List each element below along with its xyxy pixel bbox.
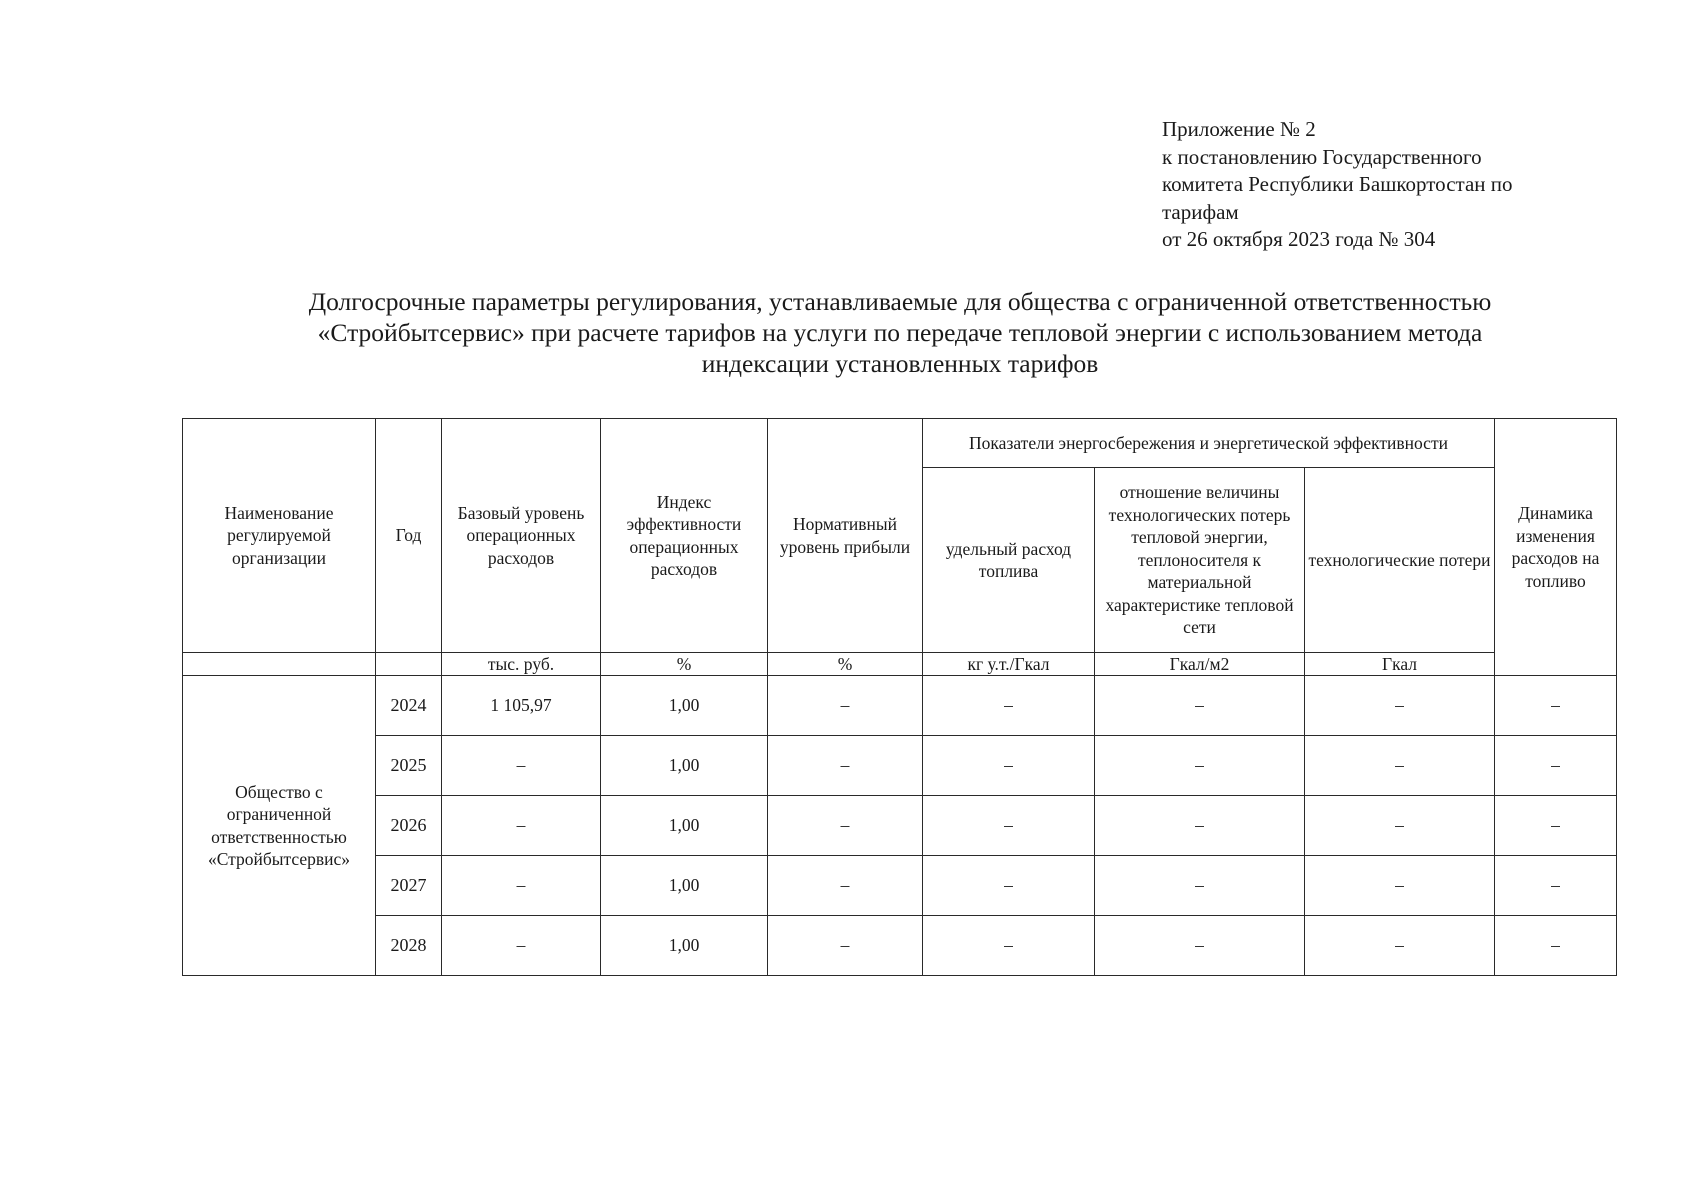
efficiency-index-cell: 1,00 bbox=[601, 856, 768, 916]
title-line: «Стройбытсервис» при расчете тарифов на услуги по передаче тепловой энергии с использованием метода bbox=[317, 318, 1483, 347]
year-cell: 2026 bbox=[376, 796, 442, 856]
profit-level-cell: – bbox=[768, 856, 923, 916]
header-tech-losses: технологические потери bbox=[1305, 468, 1495, 653]
table-row bbox=[183, 856, 1617, 916]
tech-losses-cell: – bbox=[1305, 796, 1495, 856]
header-fuel-dynamics: Динамика изменения расходов на топливо bbox=[1495, 419, 1617, 676]
header-energy-group: Показатели энергосбережения и энергетической эффективности bbox=[923, 419, 1495, 468]
unit-profit-level: % bbox=[768, 653, 923, 676]
units-row bbox=[183, 653, 1617, 676]
base-level-cell: – bbox=[442, 916, 601, 976]
appendix-line: от 26 октября 2023 года № 304 bbox=[1162, 227, 1436, 251]
fuel-dynamics-cell: – bbox=[1495, 736, 1617, 796]
tech-losses-cell: – bbox=[1305, 676, 1495, 736]
table-row bbox=[183, 676, 1617, 736]
header-org: Наименование регулируемой организации bbox=[183, 419, 376, 653]
fuel-dynamics-cell: – bbox=[1495, 856, 1617, 916]
loss-ratio-cell: – bbox=[1095, 916, 1305, 976]
fuel-rate-cell: – bbox=[923, 796, 1095, 856]
fuel-rate-cell: – bbox=[923, 676, 1095, 736]
unit-fuel-rate: кг у.т./Гкал bbox=[923, 653, 1095, 676]
efficiency-index-cell: 1,00 bbox=[601, 916, 768, 976]
unit-tech-losses: Гкал bbox=[1305, 653, 1495, 676]
fuel-dynamics-cell: – bbox=[1495, 796, 1617, 856]
fuel-rate-cell: – bbox=[923, 856, 1095, 916]
table-row bbox=[183, 916, 1617, 976]
profit-level-cell: – bbox=[768, 676, 923, 736]
loss-ratio-cell: – bbox=[1095, 676, 1305, 736]
header-year: Год bbox=[376, 419, 442, 653]
efficiency-index-cell: 1,00 bbox=[601, 796, 768, 856]
tech-losses-cell: – bbox=[1305, 736, 1495, 796]
profit-level-cell: – bbox=[768, 736, 923, 796]
header-profit-level: Нормативный уровень прибыли bbox=[768, 419, 923, 653]
org-name-cell: Общество с ограниченной ответственностью «Стройбытсервис» bbox=[183, 676, 376, 976]
header-efficiency-index: Индекс эффективности операционных расходов bbox=[601, 419, 768, 653]
title-line: Долгосрочные параметры регулирования, устанавливаемые для общества с ограниченной ответственностью bbox=[308, 287, 1492, 316]
year-cell: 2025 bbox=[376, 736, 442, 796]
title-line: индексации установленных тарифов bbox=[701, 349, 1099, 378]
fuel-rate-cell: – bbox=[923, 736, 1095, 796]
unit-cell-empty bbox=[376, 653, 442, 676]
unit-cell-empty bbox=[183, 653, 376, 676]
fuel-dynamics-cell: – bbox=[1495, 676, 1617, 736]
year-cell: 2027 bbox=[376, 856, 442, 916]
efficiency-index-cell: 1,00 bbox=[601, 676, 768, 736]
appendix-line: комитета Республики Башкортостан по bbox=[1162, 172, 1513, 196]
header-base-level: Базовый уровень операционных расходов bbox=[442, 419, 601, 653]
year-cell: 2024 bbox=[376, 676, 442, 736]
efficiency-index-cell: 1,00 bbox=[601, 736, 768, 796]
loss-ratio-cell: – bbox=[1095, 736, 1305, 796]
table-row bbox=[183, 736, 1617, 796]
unit-loss-ratio: Гкал/м2 bbox=[1095, 653, 1305, 676]
appendix-block bbox=[1162, 116, 1602, 254]
parameters-table bbox=[182, 418, 1617, 976]
header-row bbox=[183, 419, 1617, 468]
base-level-cell: 1 105,97 bbox=[442, 676, 601, 736]
loss-ratio-cell: – bbox=[1095, 796, 1305, 856]
base-level-cell: – bbox=[442, 856, 601, 916]
appendix-line: к постановлению Государственного bbox=[1162, 144, 1482, 169]
year-cell: 2028 bbox=[376, 916, 442, 976]
unit-efficiency-index: % bbox=[601, 653, 768, 676]
appendix-line: тарифам bbox=[1162, 199, 1239, 224]
profit-level-cell: – bbox=[768, 916, 923, 976]
header-fuel-rate: удельный расход топлива bbox=[923, 468, 1095, 653]
base-level-cell: – bbox=[442, 736, 601, 796]
profit-level-cell: – bbox=[768, 796, 923, 856]
unit-base-level: тыс. руб. bbox=[442, 653, 601, 676]
fuel-rate-cell: – bbox=[923, 916, 1095, 976]
loss-ratio-cell: – bbox=[1095, 856, 1305, 916]
tech-losses-cell: – bbox=[1305, 856, 1495, 916]
document-title bbox=[220, 286, 1580, 379]
appendix-line: Приложение № 2 bbox=[1162, 117, 1316, 141]
fuel-dynamics-cell: – bbox=[1495, 916, 1617, 976]
tech-losses-cell: – bbox=[1305, 916, 1495, 976]
header-loss-ratio: отношение величины технологических потерь тепловой энергии, теплоносителя к материальной характеристике тепловой сети bbox=[1095, 468, 1305, 653]
base-level-cell: – bbox=[442, 796, 601, 856]
table-row bbox=[183, 796, 1617, 856]
